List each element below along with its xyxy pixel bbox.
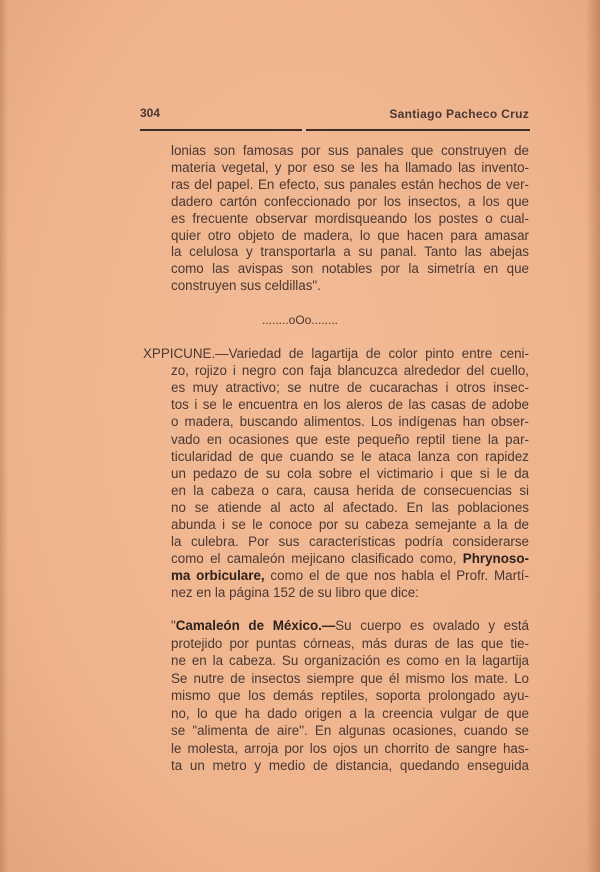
text: zo, rojizo i negro con faja blancuzca alrededor del cuello, bbox=[171, 363, 529, 379]
text: como el camaleón mejicano clasificado como, bbox=[171, 551, 463, 567]
text-line bbox=[171, 396, 529, 413]
text-line bbox=[171, 757, 529, 774]
text: " bbox=[171, 618, 176, 633]
text-line bbox=[171, 722, 529, 739]
text: tos i se le encuentra en los aleros de las casas de adobe bbox=[171, 397, 529, 413]
text: ta un metro y medio de distancia, quedando enseguida bbox=[171, 758, 529, 773]
bold-text: ma orbiculare, bbox=[171, 568, 265, 584]
text-line bbox=[171, 482, 529, 499]
text-line bbox=[171, 567, 529, 584]
text-line bbox=[171, 227, 529, 244]
text-line bbox=[171, 740, 529, 757]
page-edge-shadow bbox=[586, 0, 600, 872]
text-line bbox=[171, 260, 529, 277]
header-rule bbox=[306, 129, 530, 131]
text: Se nutre de insectos siempre que él mismo los mate. Lo bbox=[171, 670, 529, 686]
text-line bbox=[143, 345, 529, 362]
text: en la cabeza o cara, causa herida de consecuencias si bbox=[171, 482, 529, 498]
text-line bbox=[171, 652, 529, 669]
text-line bbox=[171, 379, 529, 396]
text-line bbox=[171, 635, 529, 652]
text: le molesta, arroja por los ojos un chorrito de sangre has- bbox=[171, 740, 529, 756]
text: como las avispas son notables por la simetría en que bbox=[171, 261, 529, 277]
text: nez en la página 152 de su libro que dice: bbox=[171, 585, 419, 601]
text: abunda i se le conoce por su cabeza semejante a la de bbox=[171, 517, 529, 532]
text-line bbox=[171, 465, 529, 482]
text-line bbox=[171, 516, 529, 533]
bold-text: Camaleón de México.— bbox=[175, 618, 336, 633]
text-line bbox=[171, 448, 529, 465]
text: quier otro objeto de madera, lo que hacen para amasar bbox=[171, 227, 529, 243]
bold-text: Phrynoso- bbox=[462, 551, 529, 567]
text: Su cuerpo es ovalado y está bbox=[335, 618, 529, 633]
text: es frecuente observar mordisqueando los postes o cual- bbox=[171, 210, 529, 226]
text-line bbox=[171, 584, 529, 601]
text-line bbox=[171, 617, 529, 634]
text: la celulosa y transportarla a su panal. Tanto las abejas bbox=[171, 244, 529, 260]
text-line bbox=[171, 550, 529, 567]
text: ne en la cabeza. Su organización es como en la lagartija bbox=[171, 653, 529, 668]
text-line bbox=[171, 176, 529, 193]
text: se "alimenta de aire". En algunas ocasiones, cuando se bbox=[171, 723, 529, 738]
running-head-author: Santiago Pacheco Cruz bbox=[389, 107, 529, 121]
text-line bbox=[171, 705, 529, 722]
text: vado en ocasiones que este pequeño reptil tiene la par- bbox=[171, 431, 529, 447]
text: materia vegetal, y por eso se les ha llamado las invento- bbox=[171, 159, 529, 175]
text: o madera, buscando alimentos. Los indígenas han obser- bbox=[171, 414, 529, 430]
text: es muy atractivo; se nutre de cucarachas i otros insec- bbox=[171, 380, 529, 396]
text: un pedazo de su cola sobre el victimario i que si le da bbox=[171, 465, 529, 481]
text: ras del papel. En efecto, sus panales están hechos de ver- bbox=[171, 176, 529, 192]
text-line bbox=[171, 159, 529, 176]
text: ticularidad de que cuando se le ataca lanza con rapidez bbox=[171, 448, 529, 464]
text: la culebra. Por sus características podría considerarse bbox=[171, 534, 529, 550]
text: no se atiende al acto al afectado. En las poblaciones bbox=[171, 499, 529, 515]
text-line bbox=[171, 413, 529, 430]
text-line bbox=[171, 362, 529, 379]
page-edge-shadow bbox=[0, 0, 8, 872]
text: dadero cartón confeccionado por los insectos, a los que bbox=[171, 193, 529, 209]
text-line bbox=[171, 687, 529, 704]
page-number: 304 bbox=[140, 106, 161, 120]
text: construyen sus celdillas". bbox=[171, 278, 321, 294]
text-line bbox=[171, 243, 529, 260]
text-line bbox=[171, 277, 529, 294]
text-line bbox=[171, 210, 529, 227]
text-line bbox=[171, 193, 529, 210]
text-line bbox=[171, 670, 529, 687]
section-separator: ........oOo........ bbox=[261, 313, 339, 327]
text: protejido por puntas córneas, más duras de las que tie- bbox=[171, 635, 529, 651]
text: lonias son famosas por sus panales que construyen de bbox=[171, 143, 529, 158]
text-line bbox=[171, 142, 529, 159]
text-line bbox=[171, 431, 529, 448]
text: mismo que los demás reptiles, soporta prolongado ayu- bbox=[171, 688, 529, 703]
text: XPPICUNE.—Variedad de lagartija de color pinto entre ceni- bbox=[143, 346, 529, 361]
header-rule bbox=[140, 129, 302, 131]
text: no, lo que ha dado origen a la creencia vulgar de que bbox=[171, 705, 529, 721]
text-line bbox=[171, 533, 529, 550]
text-line bbox=[171, 499, 529, 516]
text: como el de que nos habla el Profr. Martí- bbox=[264, 568, 529, 584]
